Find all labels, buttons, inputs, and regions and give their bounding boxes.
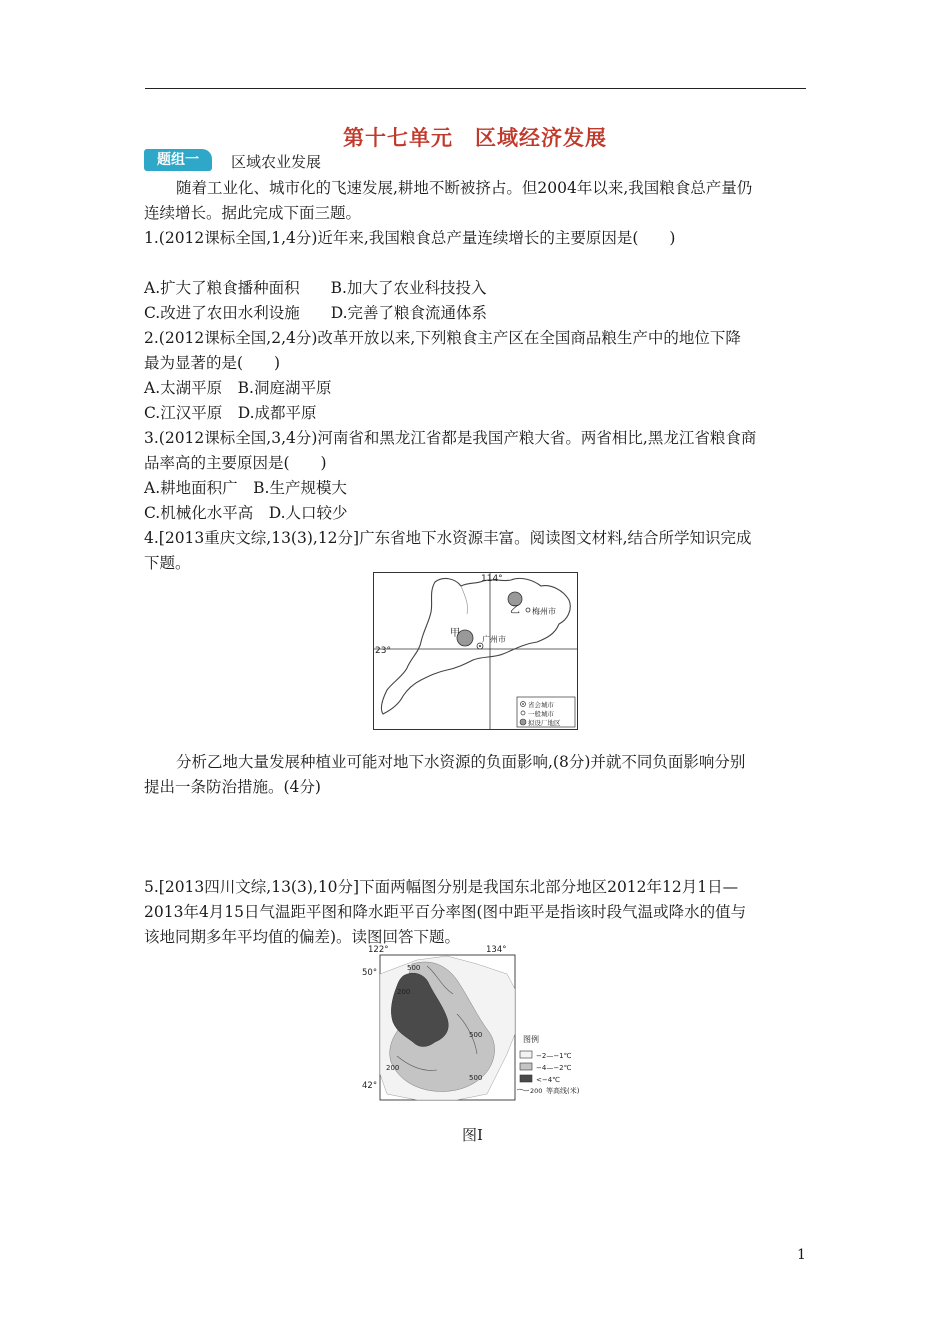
question-2-stem: 2.(2012课标全国,2,4分)改革开放以来,下列粮食主产区在全国商品粮生产中的地位下降: [144, 329, 741, 347]
section-name: 区域农业发展: [231, 153, 322, 171]
legend-item: −2—−1℃: [536, 1052, 572, 1060]
legend-item: −4—−2℃: [536, 1064, 572, 1072]
contour-label: 200: [397, 988, 411, 996]
contour-label: 500: [469, 1074, 483, 1082]
unit-title: 第十七单元 区域经济发展: [343, 125, 607, 150]
longitude-label: 114°: [481, 574, 503, 584]
figure-caption: 图I: [462, 1126, 483, 1144]
legend-title: 图例: [523, 1035, 539, 1044]
legend-contour-value: 200: [530, 1087, 543, 1095]
question-1-option: A.扩大了粮食播种面积 B.加大了农业科技投入: [144, 279, 487, 297]
lat-42-label: 42°: [362, 1081, 378, 1091]
lon-134-label: 134°: [486, 945, 507, 955]
question-1-option: C.改进了农田水利设施 D.完善了粮食流通体系: [144, 304, 488, 322]
question-4-stem: 4.[2013重庆文综,13(3),12分]广东省地下水资源丰富。阅读图文材料,结合所学知识完成: [144, 529, 752, 547]
guangzhou-label: 广州市: [482, 635, 506, 644]
yi-label: 乙: [510, 605, 520, 616]
legend-item: <−4℃: [536, 1076, 561, 1084]
guangdong-map: [373, 572, 578, 730]
temperature-anomaly-map: [357, 944, 593, 1102]
question-5-stem: 5.[2013四川文综,13(3),10分]下面两幅图分别是我国东北部分地区2012年12月1日—: [144, 878, 739, 896]
intro-line: 随着工业化、城市化的飞速发展,耕地不断被挤占。但2004年以来,我国粮食总产量仍: [176, 179, 753, 197]
lon-122-label: 122°: [368, 945, 389, 955]
meizhou-label: 梅州市: [532, 607, 556, 616]
contour-label: 500: [469, 1031, 483, 1039]
contour-label: 500: [407, 964, 421, 972]
question-1-stem: 1.(2012课标全国,1,4分)近年来,我国粮食总产量连续增长的主要原因是( ): [144, 229, 676, 247]
question-3-stem: 3.(2012课标全国,3,4分)河南省和黑龙江省都是我国产粮大省。两省相比,黑龙江省粮食商: [144, 429, 757, 447]
legend-item: 等高线(米): [546, 1087, 580, 1095]
question-5-stem: 2013年4月15日气温距平图和降水距平百分率图(图中距平是指该时段气温或降水的值与: [144, 903, 747, 921]
lat-50-label: 50°: [362, 968, 378, 978]
question-5-stem: 该地同期多年平均值的偏差)。读图回答下题。: [144, 928, 461, 946]
intro-line: 连续增长。据此完成下面三题。: [144, 204, 362, 222]
question-2-stem: 最为显著的是( ): [144, 354, 281, 372]
legend-capital: 省会城市: [528, 701, 554, 709]
question-3-option: C.机械化水平高 D.人口较少: [144, 504, 348, 522]
question-4-task: 提出一条防治措施。(4分): [144, 778, 321, 796]
yi-region-marker: [508, 592, 522, 606]
question-3-option: A.耕地面积广 B.生产规模大: [144, 479, 347, 497]
header-rule: [145, 88, 806, 89]
contour-label: 200: [386, 1064, 400, 1072]
page-number: 1: [797, 1247, 806, 1263]
section-badge: 题组一: [144, 149, 212, 171]
legend-city: 一般城市: [528, 710, 554, 718]
city-marker: [526, 608, 530, 612]
legend-factory: 拟设厂地区: [528, 719, 561, 727]
question-3-stem: 品率高的主要原因是( ): [144, 454, 327, 472]
question-4-task: 分析乙地大量发展种植业可能对地下水资源的负面影响,(8分)并就不同负面影响分别: [176, 753, 746, 771]
jia-label: 甲: [450, 628, 460, 639]
latitude-label: 23°: [375, 646, 391, 656]
question-2-option: C.江汉平原 D.成都平原: [144, 404, 317, 422]
question-4-stem: 下题。: [144, 554, 191, 572]
question-2-option: A.太湖平原 B.洞庭湖平原: [144, 379, 332, 397]
